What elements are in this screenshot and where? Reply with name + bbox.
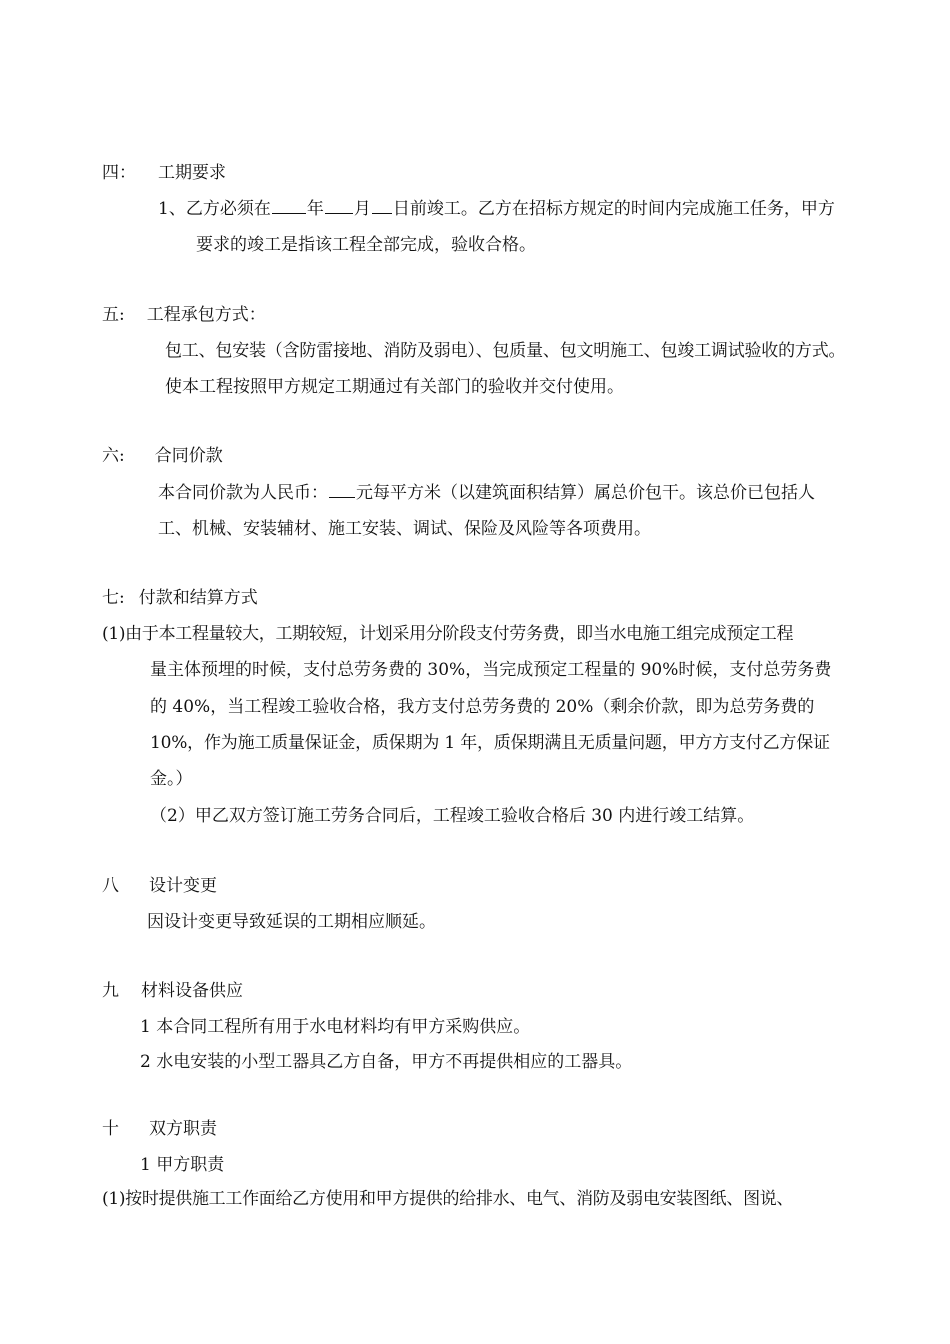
section-5-line-1: 包工、包安装（含防雷接地、消防及弱电）、包质量、包文明施工、包竣工调试验收的方式。 (165, 341, 846, 361)
section-number: 十 (102, 1119, 119, 1139)
section-title: 工期要求 (158, 163, 226, 183)
section-title: 材料设备供应 (141, 981, 243, 1001)
section-number: 四： (102, 163, 136, 183)
section-number: 九 (102, 981, 119, 1001)
section-number: 八 (102, 876, 119, 896)
section-10-para-1: (1)按时提供施工工作面给乙方使用和甲方提供的给排水、电气、消防及弱电安装图纸、图说、 (102, 1189, 794, 1209)
section-8-line-1: 因设计变更导致延误的工期相应顺延。 (147, 912, 436, 932)
section-4-heading (102, 161, 226, 185)
section-title: 双方职责 (149, 1119, 217, 1139)
section-number: 六: (102, 446, 125, 466)
section-7-para-2: （2）甲乙双方签订施工劳务合同后，工程竣工验收合格后 30 内进行竣工结算。 (150, 806, 755, 826)
section-number: 七: (102, 588, 125, 608)
section-7-para-1-line-1: (1)由于本工程量较大，工期较短，计划采用分阶段支付劳务费，即当水电施工组完成预定工程 (102, 624, 794, 644)
section-8-heading (102, 874, 217, 898)
section-7-para-1-line-4: 10%，作为施工质量保证金，质保期为 1 年，质保期满且无质量问题，甲方方支付乙方保证 (150, 733, 830, 753)
month-blank (325, 197, 353, 214)
section-9-heading (102, 979, 243, 1003)
section-title: 设计变更 (149, 876, 217, 896)
section-7-para-1-line-2: 量主体预埋的时候，支付总劳务费的 30%，当完成预定工程量的 90%时候，支付总劳务费 (150, 660, 832, 680)
section-7-heading (102, 586, 258, 610)
section-title: 合同价款 (154, 446, 223, 466)
section-7-para-1-line-3: 的 40%，当工程竣工验收合格，我方支付总劳务费的 20%（剩余价款，即为总劳务费的 (150, 697, 815, 717)
section-6-line-2: 工、机械、安装辅材、施工安装、调试、保险及风险等各项费用。 (158, 519, 651, 539)
section-number: 五: (102, 305, 125, 325)
section-10-heading (102, 1117, 217, 1141)
price-blank (329, 481, 355, 498)
section-9-line-2: 2 水电安装的小型工器具乙方自备，甲方不再提供相应的工器具。 (140, 1052, 633, 1072)
day-blank (372, 197, 392, 214)
section-6-heading (102, 444, 223, 468)
section-title: 付款和结算方式 (138, 588, 258, 608)
section-title: 工程承包方式： (146, 305, 266, 325)
section-4-item-1-cont: 要求的竣工是指该工程全部完成，验收合格。 (196, 235, 536, 255)
section-5-heading (102, 303, 266, 327)
section-5-line-2: 使本工程按照甲方规定工期通过有关部门的验收并交付使用。 (165, 377, 624, 397)
section-6-line-1: 本合同价款为人民币： 元每平方米（以建筑面积结算）属总价包干。该总价已包括人 (158, 483, 815, 503)
year-blank (272, 197, 306, 214)
section-10-sub-1: 1 甲方职责 (140, 1155, 225, 1175)
section-9-line-1: 1 本合同工程所有用于水电材料均有甲方采购供应。 (140, 1017, 531, 1037)
section-7-para-1-line-5: 金。） (150, 769, 193, 789)
section-4-item-1: 1、乙方必须在 年 月 日前竣工。乙方在招标方规定的时间内完成施工任务，甲方 (158, 199, 835, 219)
